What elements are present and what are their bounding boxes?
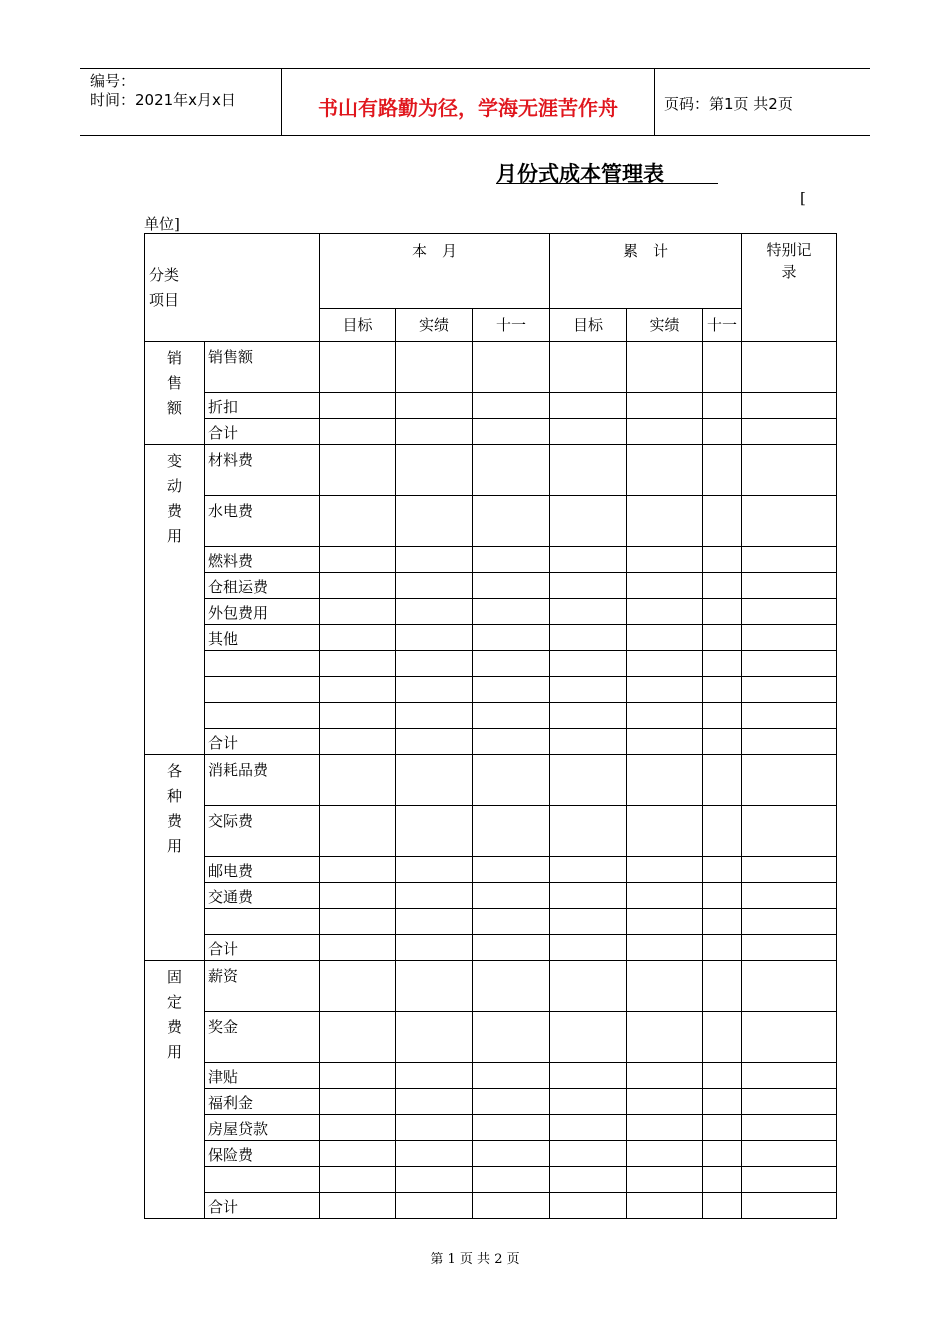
value-cell[interactable]: [742, 1063, 837, 1089]
value-cell[interactable]: [396, 1012, 473, 1063]
value-cell[interactable]: [396, 961, 473, 1012]
value-cell[interactable]: [473, 1141, 550, 1167]
value-cell[interactable]: [742, 677, 837, 703]
value-cell[interactable]: [320, 625, 396, 651]
table-row: [145, 651, 837, 677]
value-cell[interactable]: [627, 729, 703, 755]
page-footer: 第 1 页 共 2 页: [430, 1252, 520, 1267]
header-motto: 书山有路勤为径，学海无涯苦作舟: [318, 96, 618, 120]
table-row: [145, 1063, 837, 1089]
header-top-rule: [80, 68, 870, 69]
sub-header-cell: 十一: [703, 309, 742, 342]
value-cell[interactable]: [320, 496, 396, 547]
value-cell[interactable]: [742, 599, 837, 625]
value-cell[interactable]: [396, 342, 473, 393]
document-number-label: 编号：: [90, 72, 136, 90]
item-label-cell: 合计: [205, 1193, 320, 1219]
table-row: [145, 677, 837, 703]
table-row: [145, 909, 837, 935]
value-cell[interactable]: [550, 651, 627, 677]
table-row: [145, 599, 837, 625]
value-cell[interactable]: [703, 677, 742, 703]
value-cell[interactable]: [703, 961, 742, 1012]
value-cell[interactable]: [396, 1063, 473, 1089]
item-label-cell: 折扣: [205, 393, 320, 419]
value-cell[interactable]: [320, 1063, 396, 1089]
value-cell[interactable]: [396, 1115, 473, 1141]
value-cell[interactable]: [627, 857, 703, 883]
value-cell[interactable]: [473, 496, 550, 547]
value-cell[interactable]: [703, 729, 742, 755]
sub-header-cell: 实绩: [396, 309, 473, 342]
value-cell[interactable]: [703, 857, 742, 883]
value-cell[interactable]: [473, 445, 550, 496]
value-cell[interactable]: [550, 935, 627, 961]
value-cell[interactable]: [703, 419, 742, 445]
value-cell[interactable]: [473, 883, 550, 909]
value-cell[interactable]: [703, 1141, 742, 1167]
value-cell[interactable]: [320, 909, 396, 935]
corner-category-label: 分类: [149, 266, 180, 284]
item-label-cell: 水电费: [205, 496, 320, 547]
value-cell[interactable]: [320, 806, 396, 857]
value-cell[interactable]: [396, 857, 473, 883]
value-cell[interactable]: [320, 573, 396, 599]
value-cell[interactable]: [396, 1193, 473, 1219]
value-cell[interactable]: [396, 599, 473, 625]
value-cell[interactable]: [550, 729, 627, 755]
value-cell[interactable]: [473, 1193, 550, 1219]
category-cell: [145, 445, 205, 755]
value-cell[interactable]: [627, 1089, 703, 1115]
table-row: [145, 419, 837, 445]
value-cell[interactable]: [320, 342, 396, 393]
cost-management-table: [144, 233, 837, 1219]
value-cell[interactable]: [320, 883, 396, 909]
category-char: 种: [166, 787, 182, 805]
table-row: [145, 1167, 837, 1193]
value-cell[interactable]: [742, 703, 837, 729]
unit-bracket: [: [800, 189, 806, 207]
value-cell[interactable]: [550, 547, 627, 573]
value-cell[interactable]: [473, 729, 550, 755]
value-cell[interactable]: [320, 703, 396, 729]
value-cell[interactable]: [550, 419, 627, 445]
value-cell[interactable]: [703, 806, 742, 857]
value-cell[interactable]: [627, 1167, 703, 1193]
item-label-cell: 材料费: [205, 445, 320, 496]
value-cell[interactable]: [396, 1089, 473, 1115]
value-cell[interactable]: [742, 961, 837, 1012]
value-cell[interactable]: [473, 961, 550, 1012]
value-cell[interactable]: [320, 1012, 396, 1063]
value-cell[interactable]: [320, 393, 396, 419]
value-cell[interactable]: [742, 755, 837, 806]
value-cell[interactable]: [396, 1141, 473, 1167]
category-char: 变: [166, 452, 182, 470]
value-cell[interactable]: [550, 1193, 627, 1219]
this-month-header: 本 月: [320, 234, 550, 309]
value-cell[interactable]: [703, 1012, 742, 1063]
value-cell[interactable]: [703, 342, 742, 393]
value-cell[interactable]: [703, 651, 742, 677]
value-cell[interactable]: [703, 1193, 742, 1219]
item-label-cell: 交通费: [205, 883, 320, 909]
value-cell[interactable]: [320, 729, 396, 755]
value-cell[interactable]: [742, 729, 837, 755]
value-cell[interactable]: [320, 1089, 396, 1115]
value-cell[interactable]: [396, 806, 473, 857]
value-cell[interactable]: [627, 547, 703, 573]
value-cell[interactable]: [473, 625, 550, 651]
value-cell[interactable]: [396, 547, 473, 573]
value-cell[interactable]: [473, 342, 550, 393]
table-row: [145, 625, 837, 651]
value-cell[interactable]: [396, 909, 473, 935]
value-cell[interactable]: [550, 445, 627, 496]
value-cell[interactable]: [627, 909, 703, 935]
title-underline: [496, 183, 718, 184]
value-cell[interactable]: [627, 1141, 703, 1167]
value-cell[interactable]: [550, 703, 627, 729]
value-cell[interactable]: [320, 677, 396, 703]
value-cell[interactable]: [550, 625, 627, 651]
item-label-cell: 薪资: [205, 961, 320, 1012]
value-cell[interactable]: [550, 1012, 627, 1063]
value-cell[interactable]: [627, 935, 703, 961]
value-cell[interactable]: [550, 496, 627, 547]
table-row: [145, 547, 837, 573]
table-row: [145, 755, 837, 806]
category-char: 固: [166, 968, 182, 986]
value-cell[interactable]: [742, 573, 837, 599]
value-cell[interactable]: [396, 445, 473, 496]
value-cell[interactable]: [473, 703, 550, 729]
item-label-cell: 邮电费: [205, 857, 320, 883]
value-cell[interactable]: [703, 547, 742, 573]
category-char: 售: [166, 374, 182, 392]
category-char: 额: [166, 399, 182, 417]
value-cell[interactable]: [627, 1193, 703, 1219]
table-row: [145, 1089, 837, 1115]
item-label-cell: [205, 677, 320, 703]
category-char: 用: [166, 837, 182, 855]
value-cell[interactable]: [703, 496, 742, 547]
value-cell[interactable]: [627, 677, 703, 703]
value-cell[interactable]: [550, 599, 627, 625]
value-cell[interactable]: [627, 651, 703, 677]
value-cell[interactable]: [550, 677, 627, 703]
value-cell[interactable]: [473, 573, 550, 599]
value-cell[interactable]: [320, 935, 396, 961]
value-cell[interactable]: [627, 573, 703, 599]
table-row: [145, 1141, 837, 1167]
category-char: 销: [166, 349, 182, 367]
value-cell[interactable]: [742, 547, 837, 573]
value-cell[interactable]: [627, 625, 703, 651]
sub-header-cell: 目标: [320, 309, 396, 342]
value-cell[interactable]: [473, 599, 550, 625]
value-cell[interactable]: [396, 703, 473, 729]
value-cell[interactable]: [396, 1167, 473, 1193]
table-row: [145, 1115, 837, 1141]
value-cell[interactable]: [627, 1012, 703, 1063]
value-cell[interactable]: [396, 883, 473, 909]
table-row: [145, 806, 837, 857]
value-cell[interactable]: [396, 755, 473, 806]
value-cell[interactable]: [703, 935, 742, 961]
sub-header-cell: 十一: [473, 309, 550, 342]
value-cell[interactable]: [550, 1141, 627, 1167]
value-cell[interactable]: [742, 857, 837, 883]
value-cell[interactable]: [320, 961, 396, 1012]
value-cell[interactable]: [550, 393, 627, 419]
value-cell[interactable]: [550, 755, 627, 806]
value-cell[interactable]: [320, 755, 396, 806]
value-cell[interactable]: [550, 1167, 627, 1193]
value-cell[interactable]: [473, 419, 550, 445]
value-cell[interactable]: [550, 909, 627, 935]
value-cell[interactable]: [742, 419, 837, 445]
value-cell[interactable]: [703, 909, 742, 935]
item-label-cell: 销售额: [205, 342, 320, 393]
item-label-cell: 交际费: [205, 806, 320, 857]
value-cell[interactable]: [742, 1012, 837, 1063]
value-cell[interactable]: [703, 1089, 742, 1115]
value-cell[interactable]: [320, 1167, 396, 1193]
sub-header-cell: 目标: [550, 309, 627, 342]
table-row: [145, 1193, 837, 1219]
value-cell[interactable]: [627, 703, 703, 729]
unit-label: 单位]: [144, 215, 180, 233]
value-cell[interactable]: [550, 1115, 627, 1141]
value-cell[interactable]: [550, 342, 627, 393]
item-label-cell: 外包费用: [205, 599, 320, 625]
value-cell[interactable]: [703, 1167, 742, 1193]
value-cell[interactable]: [627, 806, 703, 857]
category-char: 动: [166, 477, 182, 495]
value-cell[interactable]: [396, 729, 473, 755]
value-cell[interactable]: [742, 1141, 837, 1167]
value-cell[interactable]: [320, 547, 396, 573]
value-cell[interactable]: [627, 419, 703, 445]
value-cell[interactable]: [473, 393, 550, 419]
item-label-cell: 消耗品费: [205, 755, 320, 806]
category-cell: [145, 961, 205, 1219]
value-cell[interactable]: [473, 677, 550, 703]
item-label-cell: 燃料费: [205, 547, 320, 573]
table-row: [145, 1012, 837, 1063]
item-label-cell: 福利金: [205, 1089, 320, 1115]
value-cell[interactable]: [320, 857, 396, 883]
value-cell[interactable]: [742, 1115, 837, 1141]
item-label-cell: 津贴: [205, 1063, 320, 1089]
value-cell[interactable]: [627, 445, 703, 496]
value-cell[interactable]: [703, 573, 742, 599]
item-label-cell: 奖金: [205, 1012, 320, 1063]
value-cell[interactable]: [473, 909, 550, 935]
item-label-cell: [205, 651, 320, 677]
value-cell[interactable]: [703, 703, 742, 729]
value-cell[interactable]: [473, 857, 550, 883]
value-cell[interactable]: [396, 496, 473, 547]
special-record-header: 特别记录: [742, 234, 837, 342]
value-cell[interactable]: [320, 419, 396, 445]
value-cell[interactable]: [320, 1115, 396, 1141]
value-cell[interactable]: [473, 1063, 550, 1089]
value-cell[interactable]: [320, 599, 396, 625]
value-cell[interactable]: [742, 496, 837, 547]
value-cell[interactable]: [473, 806, 550, 857]
table-row: [145, 342, 837, 393]
value-cell[interactable]: [742, 1089, 837, 1115]
category-char: 费: [166, 1018, 182, 1036]
value-cell[interactable]: [473, 1167, 550, 1193]
table-row: [145, 393, 837, 419]
value-cell[interactable]: [742, 806, 837, 857]
page-title: 月份式成本管理表: [496, 162, 664, 186]
item-label-cell: 合计: [205, 419, 320, 445]
value-cell[interactable]: [473, 1089, 550, 1115]
value-cell[interactable]: [703, 883, 742, 909]
cumulative-header: 累 计: [550, 234, 742, 309]
value-cell[interactable]: [550, 857, 627, 883]
value-cell[interactable]: [473, 1115, 550, 1141]
value-cell[interactable]: [742, 909, 837, 935]
value-cell[interactable]: [396, 935, 473, 961]
item-label-cell: 合计: [205, 729, 320, 755]
header-divider-right: [654, 68, 655, 135]
value-cell[interactable]: [320, 651, 396, 677]
value-cell[interactable]: [703, 1063, 742, 1089]
sub-header-cell: 实绩: [627, 309, 703, 342]
corner-header-cell: [145, 234, 320, 342]
category-char: 费: [166, 812, 182, 830]
item-label-cell: 其他: [205, 625, 320, 651]
value-cell[interactable]: [742, 625, 837, 651]
value-cell[interactable]: [742, 1193, 837, 1219]
value-cell[interactable]: [550, 1063, 627, 1089]
category-char: 用: [166, 527, 182, 545]
table-row: [145, 703, 837, 729]
value-cell[interactable]: [627, 496, 703, 547]
value-cell[interactable]: [742, 445, 837, 496]
corner-item-label: 项目: [149, 291, 180, 309]
table-row: [145, 935, 837, 961]
value-cell[interactable]: [473, 547, 550, 573]
item-label-cell: [205, 909, 320, 935]
table-row: [145, 883, 837, 909]
value-cell[interactable]: [550, 961, 627, 1012]
value-cell[interactable]: [473, 651, 550, 677]
value-cell[interactable]: [742, 651, 837, 677]
value-cell[interactable]: [396, 625, 473, 651]
value-cell[interactable]: [550, 883, 627, 909]
page-number-label: 页码：第1页 共2页: [664, 95, 793, 113]
value-cell[interactable]: [627, 342, 703, 393]
value-cell[interactable]: [703, 393, 742, 419]
value-cell[interactable]: [396, 573, 473, 599]
item-label-cell: [205, 703, 320, 729]
table-row: [145, 445, 837, 496]
value-cell[interactable]: [742, 342, 837, 393]
table-row: [145, 961, 837, 1012]
value-cell[interactable]: [627, 599, 703, 625]
category-char: 用: [166, 1043, 182, 1061]
value-cell[interactable]: [627, 961, 703, 1012]
item-label-cell: 仓租运费: [205, 573, 320, 599]
value-cell[interactable]: [627, 393, 703, 419]
item-label-cell: 合计: [205, 935, 320, 961]
table-row: [145, 573, 837, 599]
document-time-label: 时间：2021年x月x日: [90, 91, 236, 109]
value-cell[interactable]: [473, 935, 550, 961]
value-cell[interactable]: [703, 625, 742, 651]
value-cell[interactable]: [320, 1141, 396, 1167]
category-char: 定: [166, 993, 182, 1011]
value-cell[interactable]: [550, 573, 627, 599]
value-cell[interactable]: [742, 1167, 837, 1193]
value-cell[interactable]: [742, 393, 837, 419]
item-label-cell: [205, 1167, 320, 1193]
value-cell[interactable]: [627, 755, 703, 806]
value-cell[interactable]: [703, 445, 742, 496]
item-label-cell: 保险费: [205, 1141, 320, 1167]
value-cell[interactable]: [320, 445, 396, 496]
value-cell[interactable]: [703, 599, 742, 625]
category-char: 各: [166, 762, 182, 780]
value-cell[interactable]: [742, 935, 837, 961]
value-cell[interactable]: [396, 393, 473, 419]
value-cell[interactable]: [703, 755, 742, 806]
value-cell[interactable]: [396, 651, 473, 677]
category-char: 费: [166, 502, 182, 520]
value-cell[interactable]: [550, 806, 627, 857]
value-cell[interactable]: [742, 883, 837, 909]
value-cell[interactable]: [550, 1089, 627, 1115]
value-cell[interactable]: [627, 883, 703, 909]
item-label-cell: 房屋贷款: [205, 1115, 320, 1141]
table-row: [145, 857, 837, 883]
value-cell[interactable]: [627, 1063, 703, 1089]
value-cell[interactable]: [396, 677, 473, 703]
header-bottom-rule: [80, 135, 870, 136]
value-cell[interactable]: [473, 755, 550, 806]
table-row: [145, 729, 837, 755]
value-cell[interactable]: [703, 1115, 742, 1141]
value-cell[interactable]: [473, 1012, 550, 1063]
category-cell: [145, 755, 205, 961]
category-cell: [145, 342, 205, 445]
value-cell[interactable]: [396, 419, 473, 445]
value-cell[interactable]: [627, 1115, 703, 1141]
value-cell[interactable]: [320, 1193, 396, 1219]
table-row: [145, 496, 837, 547]
